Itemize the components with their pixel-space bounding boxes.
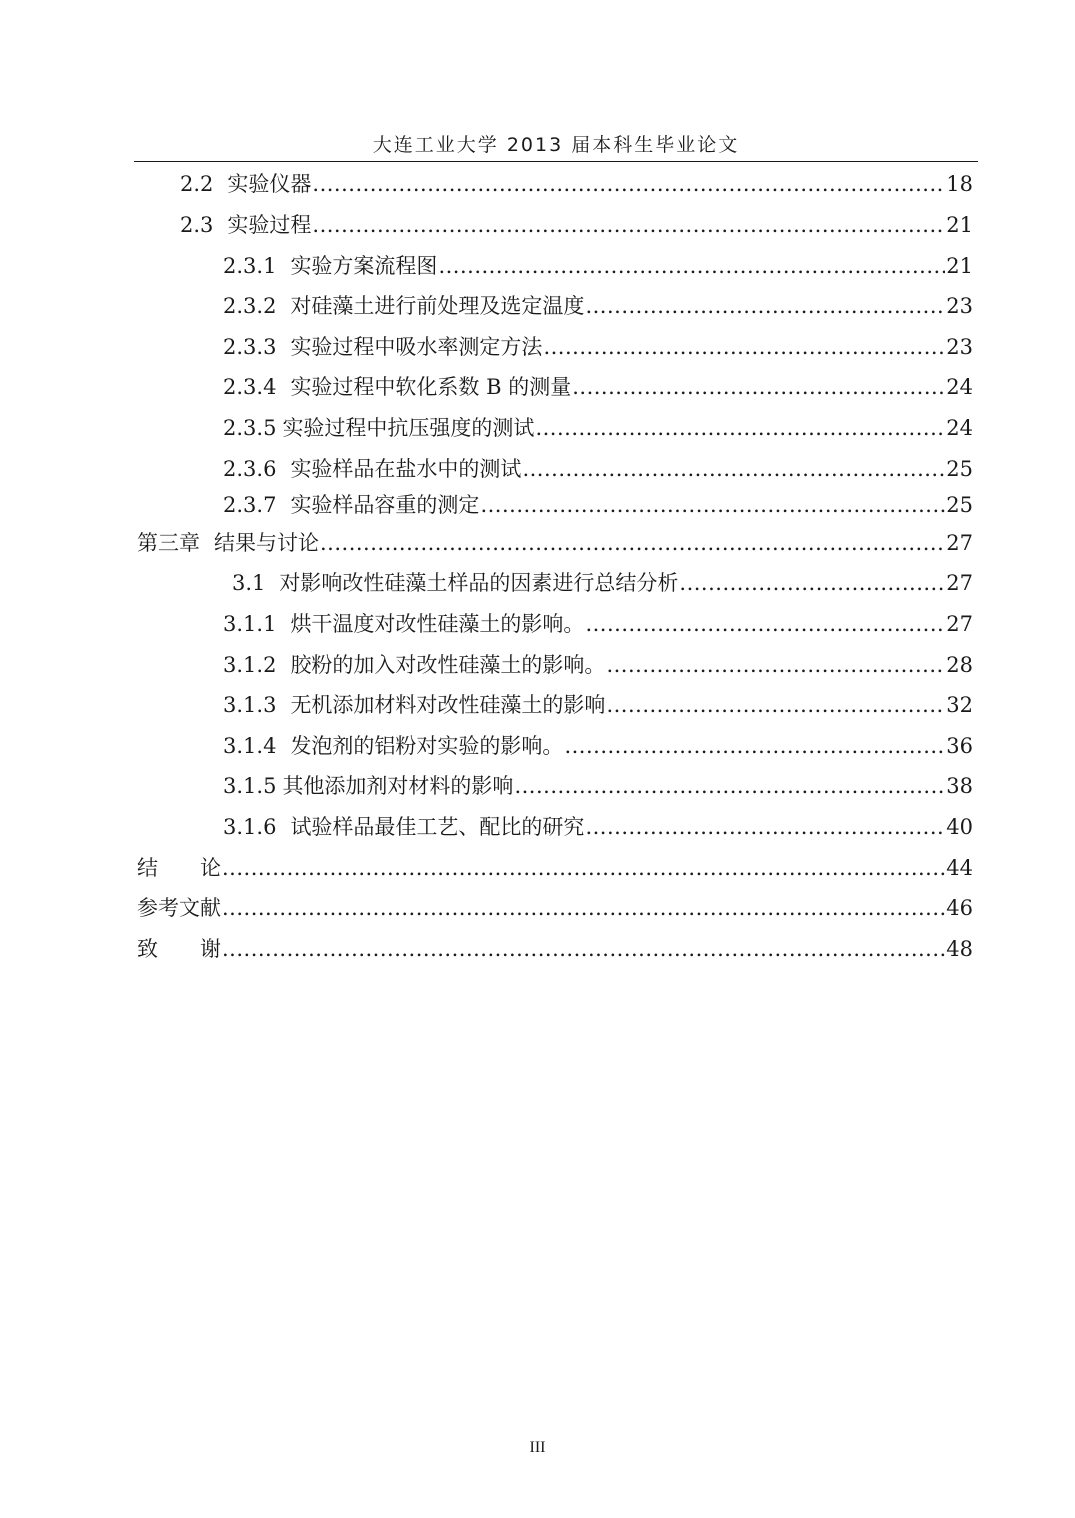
toc-leader-dots bbox=[572, 373, 945, 401]
toc-entry-title: 致 谢 bbox=[137, 937, 221, 961]
toc-entry-3-1-2[interactable] bbox=[223, 651, 973, 679]
toc-entry-title: 发泡剂的铝粉对实验的影响。 bbox=[290, 734, 564, 758]
page-number: III bbox=[529, 1439, 546, 1456]
toc-entry-title: 烘干温度对改性硅藻土的影响。 bbox=[290, 612, 585, 636]
toc-entry-2-3-1[interactable] bbox=[223, 252, 973, 280]
toc-entry-number: 2.3.3 bbox=[223, 335, 277, 359]
toc-entry-page: 27 bbox=[946, 531, 973, 555]
toc-entry-page: 23 bbox=[946, 335, 973, 359]
toc-entry-number: 2.3.4 bbox=[223, 375, 277, 399]
toc-entry-number: 3.1 bbox=[232, 571, 266, 595]
toc-entry-page: 27 bbox=[946, 571, 973, 595]
toc-entry-title: 结果与讨论 bbox=[214, 531, 319, 555]
toc-entry-page: 28 bbox=[946, 653, 973, 677]
toc-entry-page: 46 bbox=[946, 896, 973, 920]
running-header: 大连工业大学 2013 届本科生毕业论文 bbox=[372, 134, 740, 156]
toc-entry-3-1-5[interactable] bbox=[223, 772, 973, 800]
toc-entry-conclusion[interactable] bbox=[137, 854, 973, 882]
toc-entry-number: 2.3.6 bbox=[223, 457, 277, 481]
toc-entry-page: 21 bbox=[946, 254, 973, 278]
toc-entry-number: 2.3.7 bbox=[223, 493, 277, 517]
toc-leader-dots bbox=[606, 691, 945, 719]
toc-entry-2-3-5[interactable] bbox=[223, 414, 973, 442]
toc-entry-title: 实验样品在盐水中的测试 bbox=[290, 457, 522, 481]
toc-leader-dots bbox=[312, 170, 945, 198]
toc-entry-page: 21 bbox=[946, 213, 973, 237]
toc-entry-number: 2.3.1 bbox=[223, 254, 277, 278]
toc-entry-2-3[interactable] bbox=[180, 211, 973, 239]
toc-entry-number: 3.1.6 bbox=[223, 815, 277, 839]
toc-entry-number: 3.1.3 bbox=[223, 693, 277, 717]
toc-entry-title: 实验仪器 bbox=[227, 172, 312, 196]
toc-leader-dots bbox=[222, 894, 945, 922]
toc-leader-dots bbox=[564, 732, 945, 760]
toc-entry-page: 38 bbox=[946, 774, 973, 798]
toc-entry-3-1-4[interactable] bbox=[223, 732, 973, 760]
toc-leader-dots bbox=[606, 651, 945, 679]
toc-entry-title: 实验方案流程图 bbox=[290, 254, 438, 278]
toc-entry-title: 胶粉的加入对改性硅藻土的影响。 bbox=[290, 653, 606, 677]
toc-entry-page: 48 bbox=[946, 937, 973, 961]
toc-entry-number: 2.3.2 bbox=[223, 294, 277, 318]
toc-entry-title: 无机添加材料对改性硅藻土的影响 bbox=[290, 693, 606, 717]
toc-leader-dots bbox=[514, 772, 945, 800]
toc-entry-2-3-7[interactable] bbox=[223, 491, 973, 519]
toc-entry-2-3-4[interactable] bbox=[223, 373, 973, 401]
toc-entry-number: 3.1.1 bbox=[223, 612, 277, 636]
toc-leader-dots bbox=[585, 292, 945, 320]
toc-entry-2-3-3[interactable] bbox=[223, 333, 973, 361]
toc-entry-title: 试验样品最佳工艺、配比的研究 bbox=[290, 815, 585, 839]
toc-leader-dots bbox=[522, 455, 945, 483]
toc-entry-number: 3.1.4 bbox=[223, 734, 277, 758]
toc-entry-number: 第三章 bbox=[137, 531, 200, 555]
toc-entry-page: 36 bbox=[946, 734, 973, 758]
toc-leader-dots bbox=[585, 813, 945, 841]
toc-entry-title: 参考文献 bbox=[137, 896, 221, 920]
toc-entry-page: 25 bbox=[946, 493, 973, 517]
toc-entry-page: 40 bbox=[946, 815, 973, 839]
toc-leader-dots bbox=[585, 610, 945, 638]
toc-entry-number: 3.1.5 bbox=[223, 774, 277, 798]
toc-entry-title: 实验过程中吸水率测定方法 bbox=[290, 335, 543, 359]
toc-entry-page: 32 bbox=[946, 693, 973, 717]
toc-entry-page: 25 bbox=[946, 457, 973, 481]
toc-entry-title: 其他添加剂对材料的影响 bbox=[282, 774, 514, 798]
toc-entry-title: 实验过程 bbox=[227, 213, 312, 237]
toc-leader-dots bbox=[312, 211, 945, 239]
toc-entry-page: 27 bbox=[946, 612, 973, 636]
toc-entry-number: 2.3 bbox=[180, 213, 214, 237]
toc-entry-number: 2.2 bbox=[180, 172, 214, 196]
toc-entry-title: 实验过程中抗压强度的测试 bbox=[282, 416, 535, 440]
toc-leader-dots bbox=[438, 252, 945, 280]
toc-leader-dots bbox=[320, 529, 945, 557]
toc-entry-3-1-6[interactable] bbox=[223, 813, 973, 841]
toc-entry-3-1-3[interactable] bbox=[223, 691, 973, 719]
toc-entry-number: 3.1.2 bbox=[223, 653, 277, 677]
toc-entry-number: 2.3.5 bbox=[223, 416, 277, 440]
toc-entry-page: 24 bbox=[946, 416, 973, 440]
header-rule bbox=[134, 161, 978, 162]
toc-leader-dots bbox=[535, 414, 945, 442]
toc-entry-acknowledgements[interactable] bbox=[137, 935, 973, 963]
toc-entry-3-1-1[interactable] bbox=[223, 610, 973, 638]
toc-leader-dots bbox=[222, 935, 945, 963]
toc-leader-dots bbox=[543, 333, 945, 361]
toc-entry-title: 结 论 bbox=[137, 856, 221, 880]
toc-entry-3-1[interactable] bbox=[232, 569, 973, 597]
toc-entry-title: 对硅藻土进行前处理及选定温度 bbox=[290, 294, 585, 318]
toc-entry-title: 实验过程中软化系数 B 的测量 bbox=[290, 375, 572, 399]
toc-entry-title: 实验样品容重的测定 bbox=[290, 493, 480, 517]
toc-leader-dots bbox=[679, 569, 945, 597]
toc-entry-2-3-6[interactable] bbox=[223, 455, 973, 483]
toc-entry-page: 23 bbox=[946, 294, 973, 318]
toc-entry-page: 44 bbox=[946, 856, 973, 880]
toc-entry-2-2[interactable] bbox=[180, 170, 973, 198]
toc-entry-page: 24 bbox=[946, 375, 973, 399]
toc-entry-title: 对影响改性硅藻土样品的因素进行总结分析 bbox=[279, 571, 679, 595]
toc-entry-chapter-3[interactable] bbox=[137, 529, 973, 557]
toc-leader-dots bbox=[222, 854, 945, 882]
toc-leader-dots bbox=[480, 491, 945, 519]
toc-entry-2-3-2[interactable] bbox=[223, 292, 973, 320]
toc-entry-references[interactable] bbox=[137, 894, 973, 922]
toc-entry-page: 18 bbox=[946, 172, 973, 196]
